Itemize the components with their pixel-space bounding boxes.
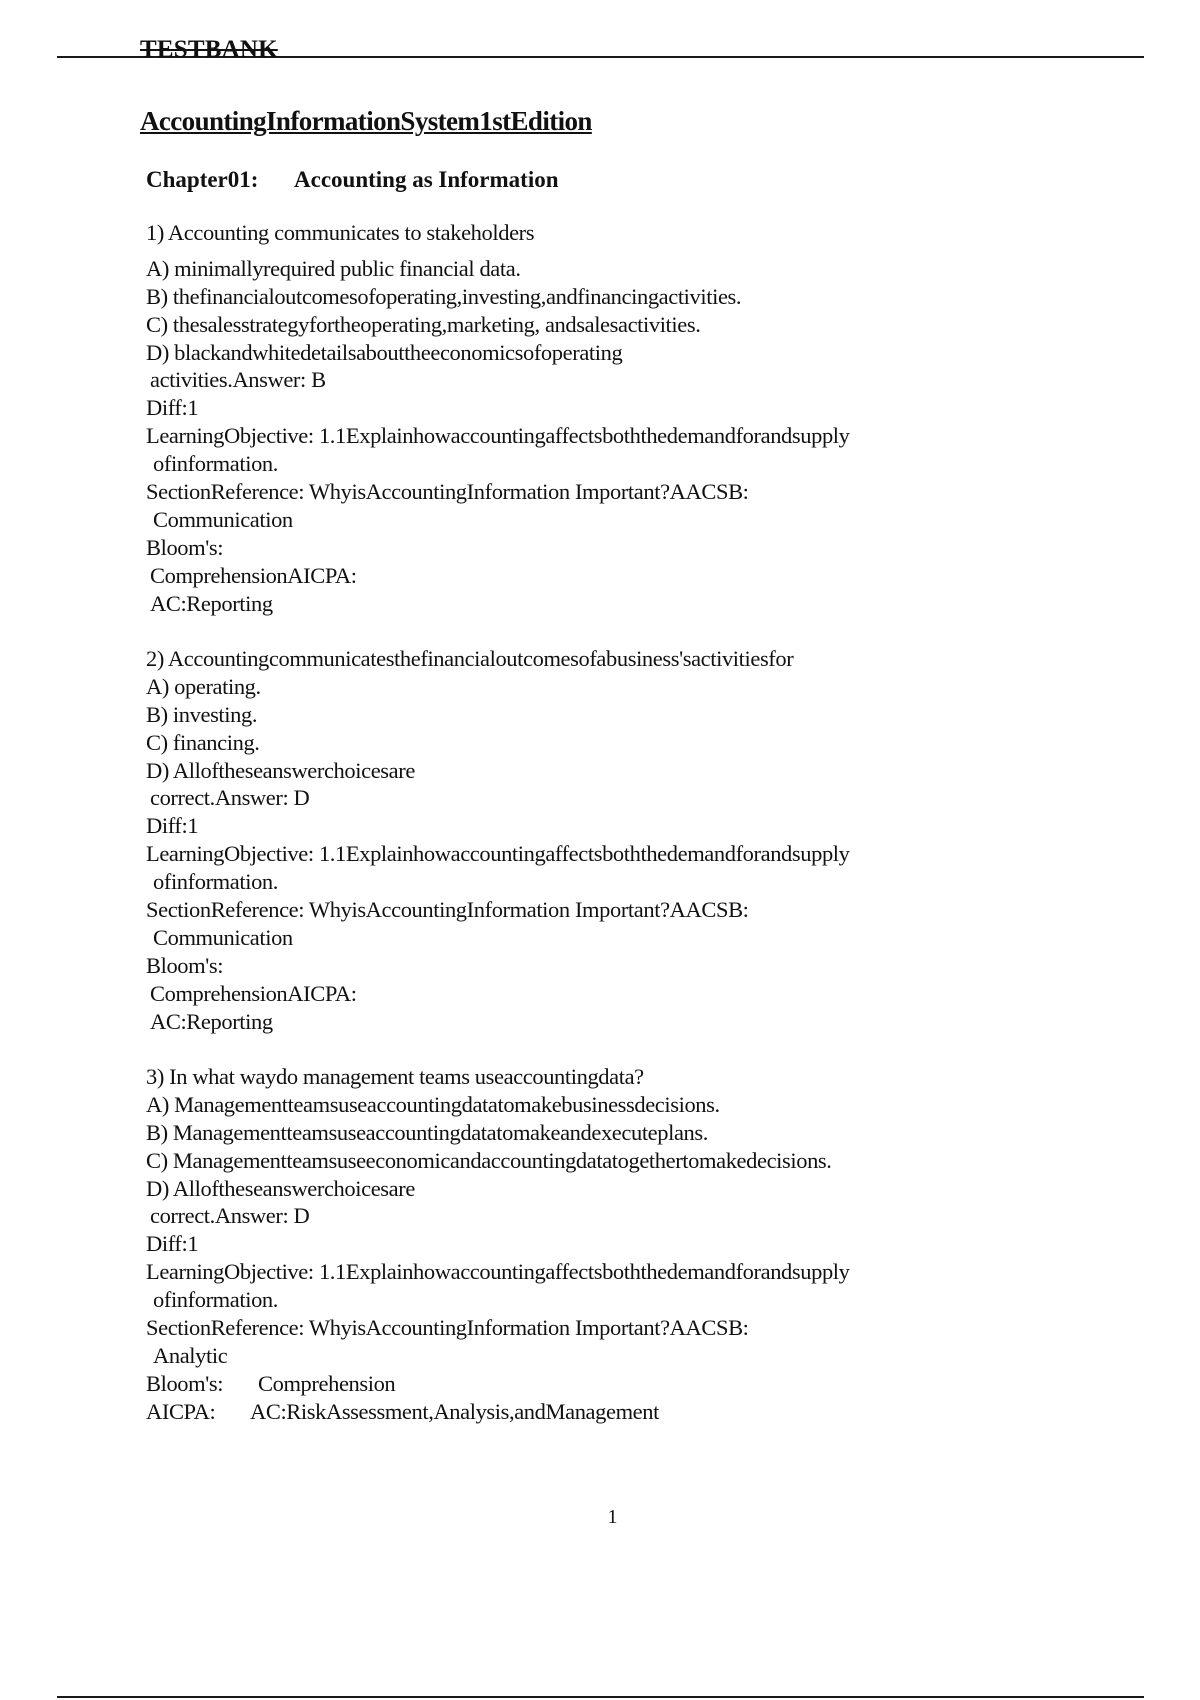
answer-line: activities.Answer: B (150, 367, 326, 393)
answer-line: correct.Answer: D (150, 785, 310, 811)
learning-objective-cont: ofinformation. (153, 1287, 278, 1313)
aacsb-value: Communication (153, 924, 293, 950)
book-title: AccountingInformationSystem1stEdition (140, 106, 592, 136)
learning-objective-cont: ofinformation. (153, 869, 278, 895)
aicpa-label: AICPA: (146, 1398, 216, 1424)
chapter-heading (146, 167, 559, 193)
difficulty: Diff:1 (146, 1231, 199, 1257)
question-stem: 3) In what waydo management teams useaccountingdata? (146, 1064, 644, 1089)
chapter-title: Accounting as Information (294, 167, 559, 192)
aacsb-value: Analytic (153, 1342, 228, 1368)
blooms-label: Bloom's: (146, 1370, 224, 1396)
blooms-line (146, 1370, 850, 1398)
blooms-value: Comprehension (258, 1370, 396, 1396)
aicpa-value: AC:Reporting (150, 1008, 273, 1034)
learning-objective-cont: ofinformation. (153, 451, 278, 477)
blooms-label: Bloom's: (146, 534, 224, 560)
answer-choice-a: A) minimallyrequired public financial data. (146, 255, 521, 281)
section-reference: SectionReference: WhyisAccountingInformation Important?AACSB: (146, 1315, 749, 1341)
blooms-label: Bloom's: (146, 952, 224, 978)
answer-choice-c: C) Managementteamsuseeconomicandaccountingdatatogethertomakedecisions. (146, 1147, 832, 1173)
answer-choice-d: D) Alloftheseanswerchoicesare (146, 757, 415, 783)
section-reference: SectionReference: WhyisAccountingInformation Important?AACSB: (146, 479, 749, 505)
running-head: TESTBANK (140, 36, 278, 63)
answer-choice-a: A) operating. (146, 673, 261, 699)
question-stem: 2) Accountingcommunicatesthefinancialoutcomesofabusiness'sactivitiesfor (146, 646, 794, 671)
answer-line: correct.Answer: D (150, 1203, 310, 1229)
page-number: 1 (607, 1506, 618, 1528)
learning-objective: LearningObjective: 1.1Explainhowaccountingaffectsboththedemandforandsupply (146, 423, 850, 449)
answer-choice-d: D) Alloftheseanswerchoicesare (146, 1175, 415, 1201)
chapter-number: Chapter01: (146, 167, 259, 192)
answer-choice-c: C) thesalesstrategyfortheoperating,marketing, andsalesactivities. (146, 311, 701, 337)
learning-objective: LearningObjective: 1.1Explainhowaccountingaffectsboththedemandforandsupply (146, 1259, 850, 1285)
aicpa-value: AC:RiskAssessment,Analysis,andManagement (250, 1398, 659, 1424)
footer-rule (57, 1696, 1144, 1698)
answer-choice-b: B) investing. (146, 701, 258, 727)
aicpa-line (146, 1398, 850, 1426)
question-block (146, 645, 850, 1035)
answer-choice-b: B) Managementteamsuseaccountingdatatomakeandexecuteplans. (146, 1119, 708, 1145)
difficulty: Diff:1 (146, 813, 199, 839)
question-stem: 1) Accounting communicates to stakeholders (146, 220, 535, 245)
answer-choice-b: B) thefinancialoutcomesofoperating,investing,andfinancingactivities. (146, 283, 742, 309)
question-block (146, 1063, 850, 1426)
aicpa-value: AC:Reporting (150, 590, 273, 616)
answer-choice-c: C) financing. (146, 729, 260, 755)
section-reference: SectionReference: WhyisAccountingInformation Important?AACSB: (146, 897, 749, 923)
blooms-value: ComprehensionAICPA: (150, 980, 357, 1006)
learning-objective: LearningObjective: 1.1Explainhowaccountingaffectsboththedemandforandsupply (146, 841, 850, 867)
aacsb-value: Communication (153, 506, 293, 532)
answer-choice-a: A) Managementteamsuseaccountingdatatomakebusinessdecisions. (146, 1091, 720, 1117)
answer-choice-d: D) blackandwhitedetailsabouttheeconomicsofoperating (146, 339, 623, 365)
blooms-value: ComprehensionAICPA: (150, 562, 357, 588)
question-block (146, 219, 850, 617)
difficulty: Diff:1 (146, 395, 199, 421)
